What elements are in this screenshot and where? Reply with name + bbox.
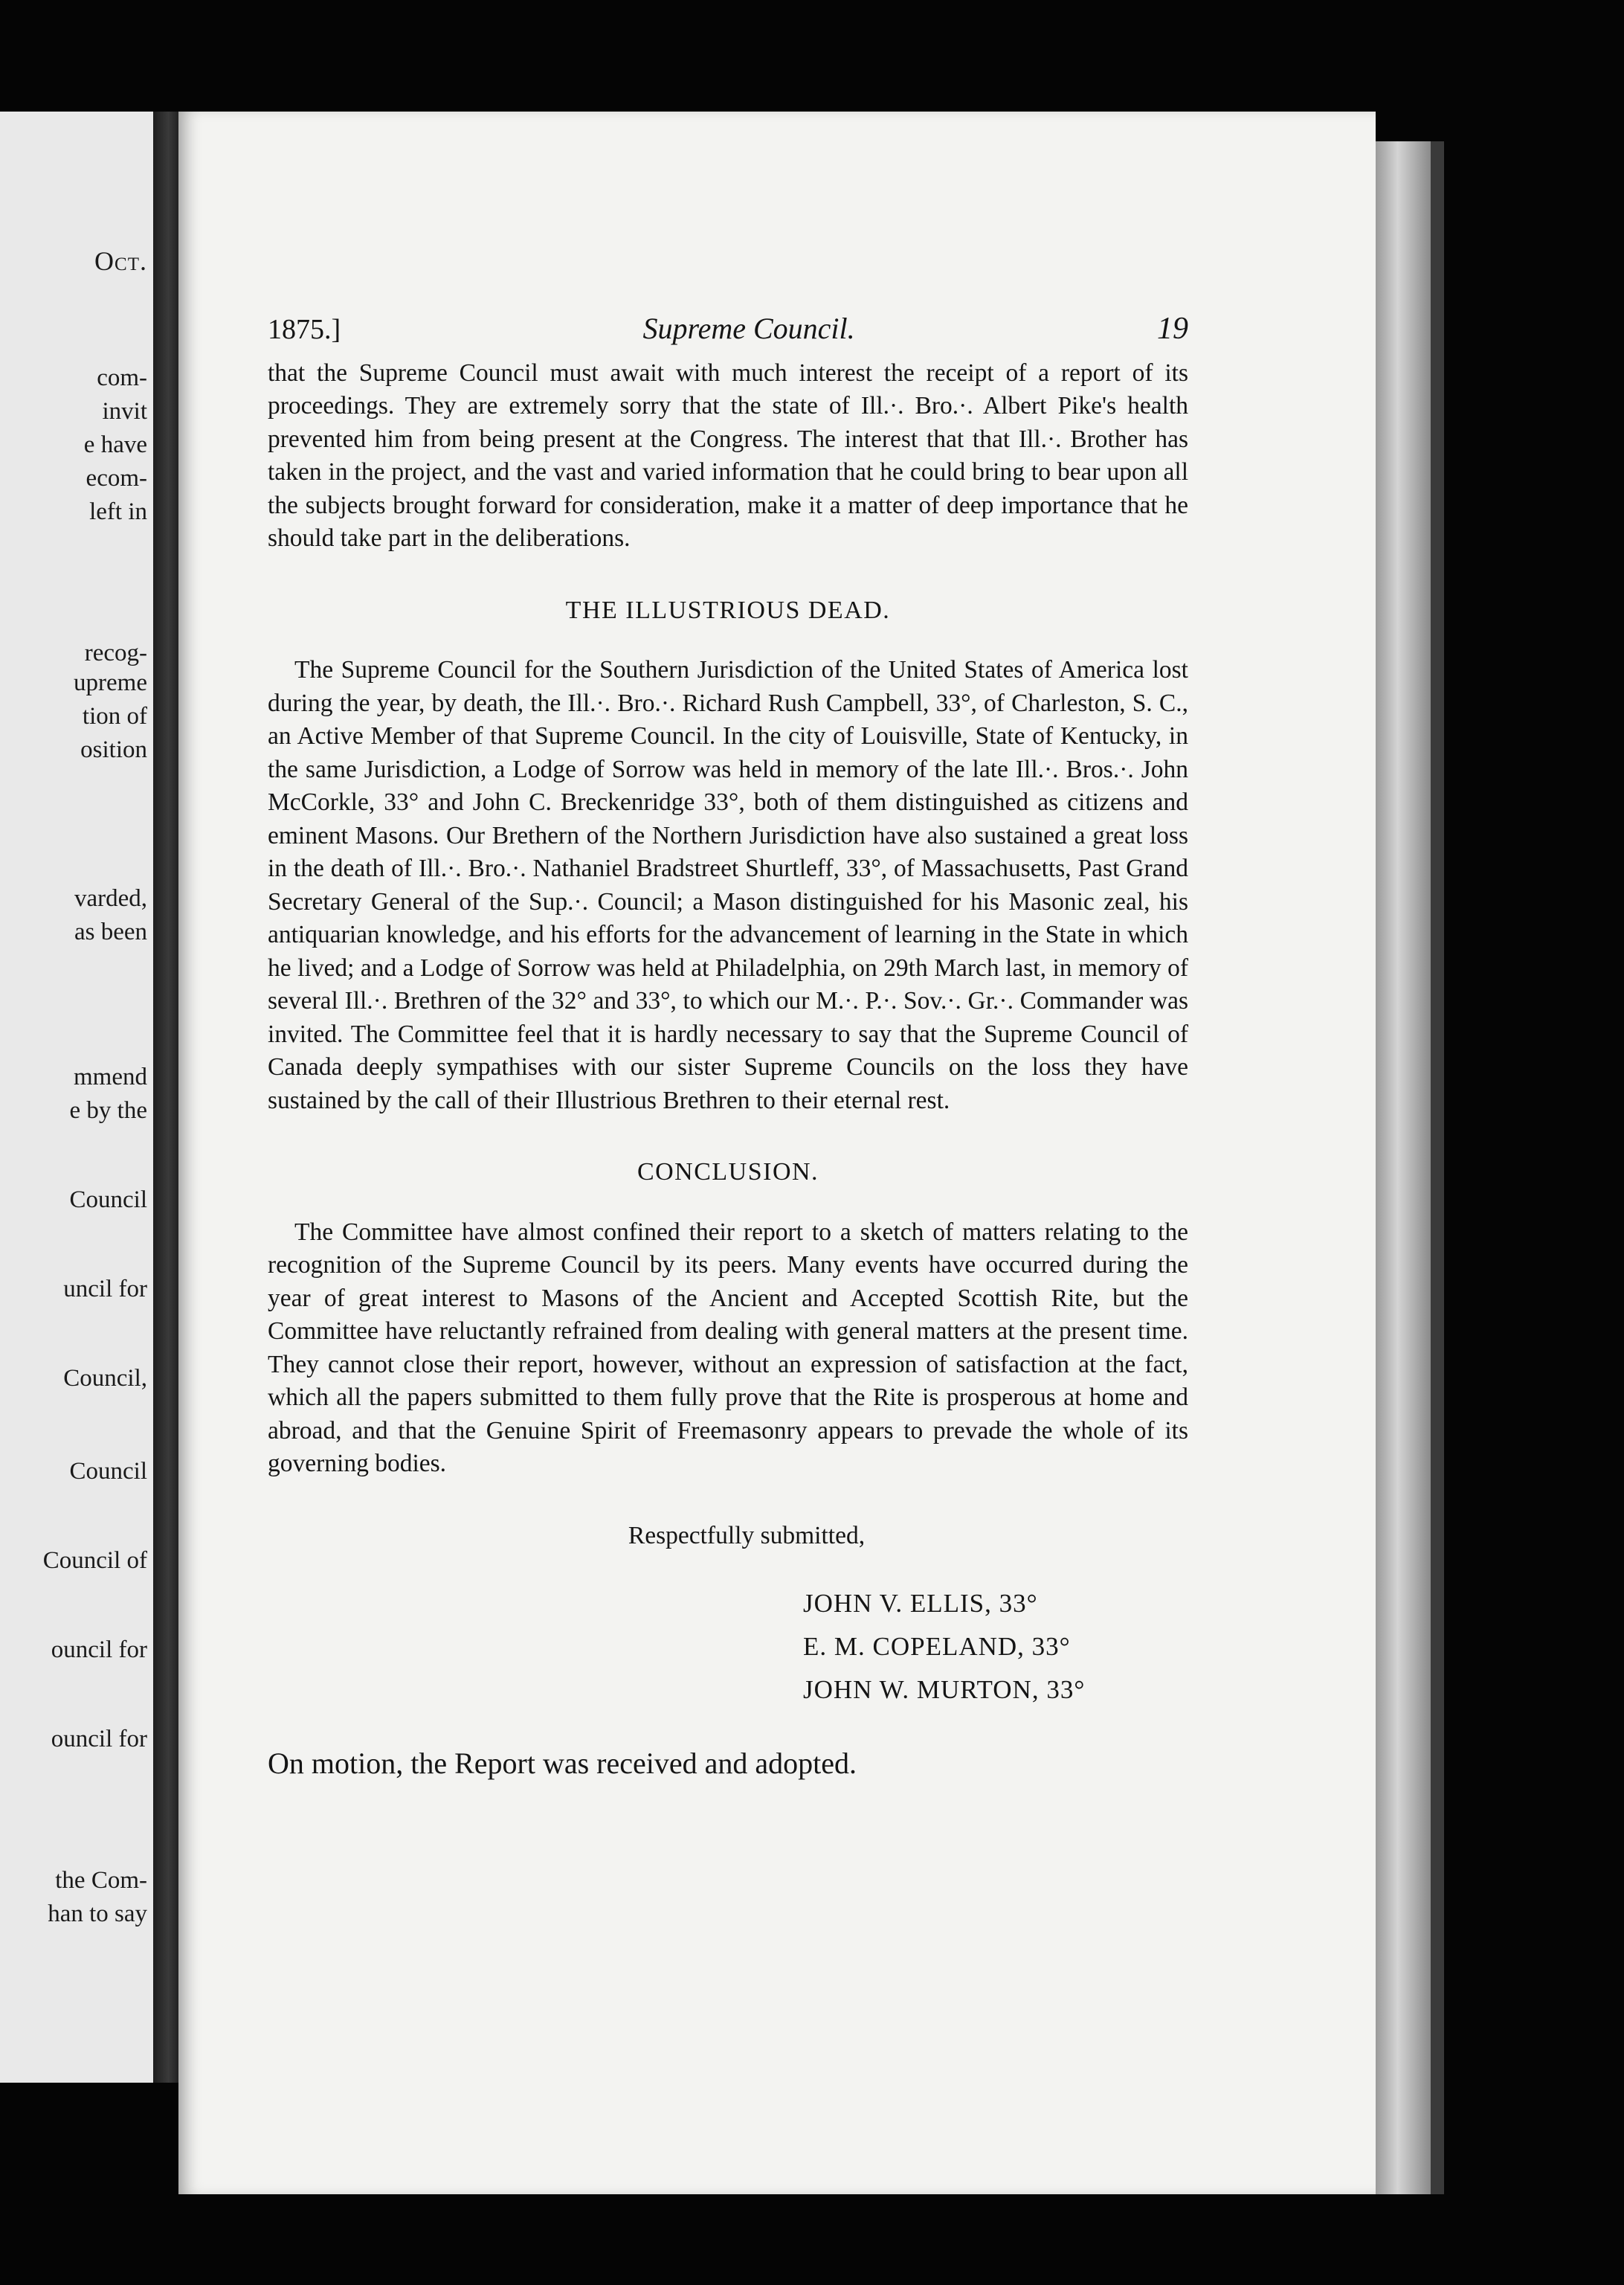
facing-page-text-fragment: the Com-: [55, 1867, 147, 1894]
facing-page-text-fragment: left in: [89, 498, 147, 525]
signature-line: E. M. COPELAND, 33°: [803, 1632, 1071, 1661]
facing-page-header-fragment: Oct.: [94, 246, 147, 276]
page-number: 19: [1156, 312, 1188, 346]
facing-page-text-fragment: Council,: [63, 1365, 147, 1392]
book-gutter: [153, 112, 178, 2083]
facing-page-text-fragment: tion of: [82, 703, 147, 730]
facing-page-text-fragment: ecom-: [86, 465, 147, 492]
facing-page-text-fragment: com-: [97, 364, 147, 391]
facing-page-text-fragment: e have: [83, 431, 147, 458]
page-edge-shadow: [1431, 141, 1444, 2194]
facing-page-fragment: [0, 112, 156, 2083]
facing-page-text-fragment: recog-: [84, 640, 147, 666]
facing-page-text-fragment: Council: [69, 1186, 147, 1213]
page-content: [268, 312, 1188, 1781]
signature-line: JOHN W. MURTON, 33°: [803, 1675, 1086, 1704]
facing-page-text-fragment: e by the: [69, 1097, 147, 1124]
facing-page-text-fragment: Council: [69, 1458, 147, 1485]
facing-page-text-fragment: upreme: [74, 669, 147, 696]
paragraph-conclusion: The Committee have almost confined their report to a sketch of matters relating to the recognition of the Supreme Council by its peers. Many events have occurred during the year of great interest to Masons of the Ancient and Accepted Scottish Rite, but the Committee have reluctantly refrained from dealing with general matters at the present time. They cannot close their report, however, without an expression of satisfaction at the fact, which all the papers submitted to them fully prove that the Rite is prosperous at home and abroad, and that the Genuine Spirit of Freemasonry appears to prevade the whole of its governing bodies.: [268, 1218, 1188, 1477]
facing-page-text-fragment: as been: [74, 919, 147, 945]
running-head: [268, 312, 1188, 347]
header-title: Supreme Council.: [642, 312, 855, 345]
paragraph-illustrious-dead: The Supreme Council for the Southern Jurisdiction of the United States of America lost during the year, by death, the Ill.·. Bro.·. Richard Rush Campbell, 33°, of Charleston, S. C., an Active Member of that Supreme Council. In the city of Louisville, State of Kentucky, in the same Jurisdiction, a Lodge of Sorrow was held in memory of the late Ill.·. Bros.·. John McCorkle, 33° and John C. Breckenridge 33°, both of them distinguished as citizens and eminent Masons. Our Brethern of the Northern Jurisdiction have also sustained a great loss in the death of Ill.·. Bro.·. Nathaniel Bradstreet Shurtleff, 33°, of Massachusetts, Past Grand Secretary General of the Sup.·. Council; a Mason distinguished for his Masonic zeal, his antiquarian knowledge, and his efforts for the advancement of learning in the State in which he lived; and a Lodge of Sorrow was held at Philadelphia, on 29th March last, in memory of several Ill.·. Brethren of the 32° and 33°, to which our M.·. P.·. Sov.·. Gr.·. Commander was invited. The Committee feel that it is hardly necessary to say that the Supreme Council of Canada deeply sympathises with our sister Supreme Councils on the loss they have sustained by the call of their Illustrious Brethren to their eternal rest.: [268, 656, 1188, 1114]
signature-block: [803, 1582, 1188, 1712]
facing-page-text-fragment: invit: [102, 398, 147, 425]
header-year: 1875.]: [268, 314, 341, 345]
facing-page-text-fragment: mmend: [74, 1064, 147, 1090]
signature-line: JOHN V. ELLIS, 33°: [803, 1589, 1038, 1618]
facing-page-text-fragment: Council of: [42, 1547, 147, 1574]
facing-page-text-fragment: varded,: [74, 885, 147, 912]
facing-page-text-fragment: osition: [80, 736, 147, 763]
facing-page-text-fragment: han to say: [48, 1900, 147, 1927]
book-page: [178, 112, 1376, 2194]
facing-page-text-fragment: uncil for: [63, 1276, 147, 1302]
facing-page-text-fragment: ouncil for: [51, 1726, 147, 1752]
closing-phrase: Respectfully submitted,: [628, 1521, 866, 1549]
page-edge: [1376, 141, 1431, 2194]
section-heading-illustrious-dead: THE ILLUSTRIOUS DEAD.: [565, 596, 891, 624]
section-heading-conclusion: CONCLUSION.: [637, 1158, 819, 1186]
motion-statement: On motion, the Report was received and adopted.: [268, 1746, 857, 1780]
paragraph-continuation: that the Supreme Council must await with much interest the receipt of a report of its proceedings. They are extremely sorry that the state of Ill.·. Bro.·. Albert Pike's health prevented him from being present at the Congress. The interest that that Ill.·. Brother has taken in the project, and the vast and varied information that he could bring to bear upon all the subjects brought forward for consideration, make it a matter of deep importance that he should take part in the deliberations.: [268, 359, 1188, 552]
facing-page-text-fragment: ouncil for: [51, 1636, 147, 1663]
